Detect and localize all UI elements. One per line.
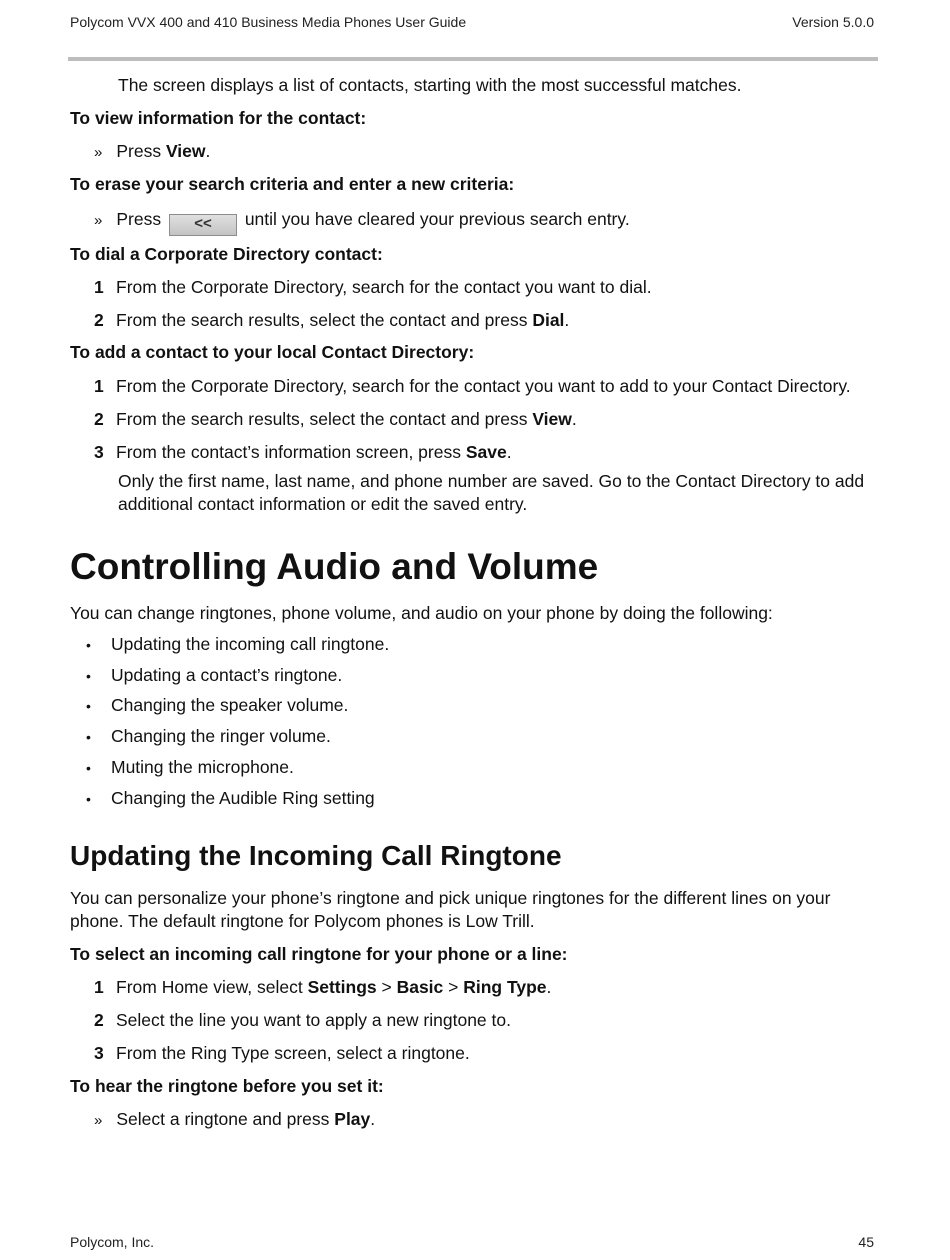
header-rule	[68, 57, 878, 61]
add-step-3: 3 From the contact’s information screen, press Save.	[94, 442, 512, 462]
ringtone-intro-line-2: phone. The default ringtone for Polycom phones is Low Trill.	[70, 911, 535, 931]
search-intro: The screen displays a list of contacts, starting with the most successful matches.	[118, 75, 742, 95]
ringtone-step-1: 1 From Home view, select Settings > Basic > Ring Type.	[94, 977, 552, 997]
select-ringtone-heading: To select an incoming call ringtone for your phone or a line:	[70, 944, 568, 964]
bullet-icon: •	[86, 698, 91, 714]
hear-ringtone-step: » Select a ringtone and press Play.	[94, 1109, 376, 1129]
add-heading: To add a contact to your local Contact Directory:	[70, 342, 475, 362]
erase-heading: To erase your search criteria and enter a new criteria:	[70, 174, 515, 194]
view-heading: To view information for the contact:	[70, 108, 367, 128]
view-softkey-label: View	[165, 141, 206, 161]
hear-ringtone-heading: To hear the ringtone before you set it:	[70, 1076, 384, 1096]
page-number: 45	[858, 1234, 874, 1250]
audio-list-item: • Updating a contact’s ringtone.	[86, 664, 342, 688]
view-step: » Press View.	[94, 141, 211, 161]
audio-list-item: • Changing the Audible Ring setting	[86, 787, 375, 811]
bullet-icon: •	[86, 760, 91, 776]
footer-company: Polycom, Inc.	[70, 1234, 155, 1250]
add-step-2: 2 From the search results, select the contact and press View.	[94, 409, 577, 429]
bullet-icon: •	[86, 668, 91, 684]
bullet-icon: •	[86, 791, 91, 807]
dial-heading: To dial a Corporate Directory contact:	[70, 244, 383, 264]
bullet-icon: •	[86, 729, 91, 745]
ringtone-step-3: 3 From the Ring Type screen, select a ringtone.	[94, 1043, 470, 1063]
dial-step-2: 2 From the search results, select the contact and press Dial.	[94, 310, 570, 330]
audio-list-item: • Updating the incoming call ringtone.	[86, 633, 389, 657]
header-version: Version 5.0.0	[792, 14, 874, 30]
arrow-icon: »	[94, 212, 103, 229]
header-title: Polycom VVX 400 and 410 Business Media Phones User Guide	[70, 14, 467, 30]
audio-list-item: • Muting the microphone.	[86, 756, 294, 780]
dial-step-1: 1 From the Corporate Directory, search for the contact you want to dial.	[94, 277, 652, 297]
ringtone-intro-line-1: You can personalize your phone’s ringtone and pick unique ringtones for the different lines on your	[70, 888, 831, 908]
add-note-line-1: Only the first name, last name, and phone number are saved. Go to the Contact Directory to add	[118, 471, 865, 491]
backspace-key-icon: <<	[169, 214, 237, 236]
section-title-ringtone: Updating the Incoming Call Ringtone	[70, 840, 562, 871]
section-title-audio: Controlling Audio and Volume	[70, 546, 599, 587]
ringtone-step-2: 2 Select the line you want to apply a new ringtone to.	[94, 1010, 511, 1030]
bullet-icon: •	[86, 637, 91, 653]
arrow-icon: »	[94, 144, 103, 161]
audio-intro: You can change ringtones, phone volume, and audio on your phone by doing the following:	[70, 603, 773, 623]
add-step-1: 1 From the Corporate Directory, search for the contact you want to add to your Contact Directory.	[94, 376, 851, 396]
erase-step: » Press << until you have cleared your previous search entry.	[94, 208, 630, 236]
audio-list-item: • Changing the speaker volume.	[86, 694, 348, 718]
audio-list-item: • Changing the ringer volume.	[86, 725, 331, 749]
add-note-line-2: additional contact information or edit the saved entry.	[118, 494, 528, 514]
arrow-icon: »	[94, 1112, 103, 1129]
